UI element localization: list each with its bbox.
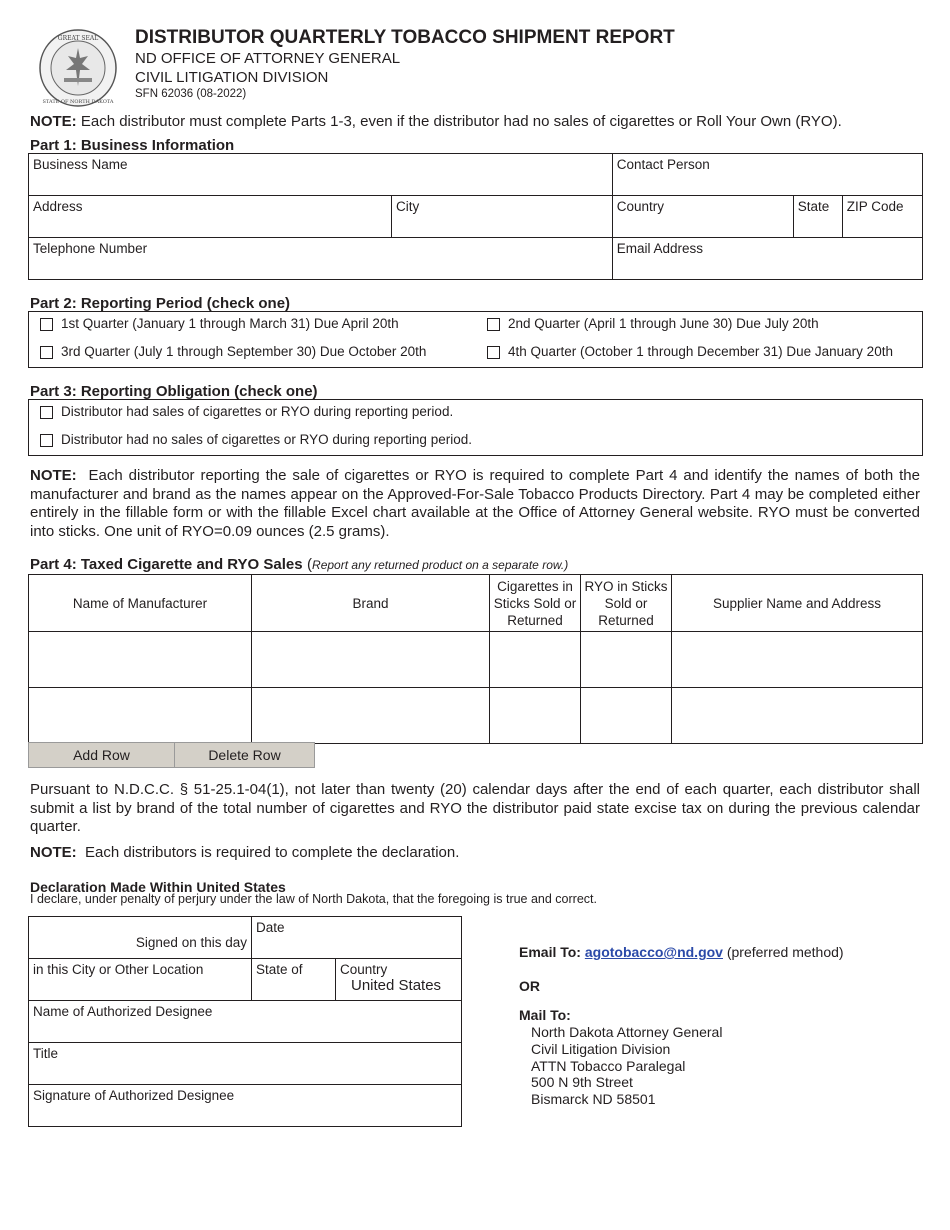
email-to-line <box>519 944 844 960</box>
mail-to-label: Mail To: <box>519 1007 571 1023</box>
or-label: OR <box>519 978 540 994</box>
cigarettes-cell[interactable] <box>490 632 581 688</box>
city-location-field[interactable] <box>29 959 252 1001</box>
address-line: ATTN Tobacco Paralegal <box>531 1057 686 1074</box>
q4-label: 4th Quarter (October 1 through December 31) Due January 20th <box>508 344 893 359</box>
state-of-label: State of <box>256 962 303 977</box>
statute-text: Pursuant to N.D.C.C. § 51-25.1-04(1), not later than twenty (20) calendar days after the end of each quarter, each distributor shall submit a list by brand of the total number of cigarettes and RYO the distributor paid state excise tax on during the previous calendar quarter. <box>30 781 920 835</box>
note-3 <box>30 844 459 861</box>
contact-person-field[interactable] <box>612 154 922 196</box>
q1-checkbox[interactable] <box>40 318 53 331</box>
q2-checkbox[interactable] <box>487 318 500 331</box>
email-link[interactable]: agotobacco@nd.gov <box>584 944 723 960</box>
email-field[interactable] <box>612 238 922 280</box>
address-line: North Dakota Attorney General <box>531 1024 723 1040</box>
telephone-label: Telephone Number <box>33 241 148 256</box>
email-to-label: Email To: <box>519 944 581 960</box>
manufacturer-cell[interactable] <box>29 688 252 744</box>
svg-text:GREAT SEAL: GREAT SEAL <box>57 35 99 42</box>
had-sales-label: Distributor had sales of cigarettes or RYO during reporting period. <box>61 404 454 419</box>
q4-checkbox[interactable] <box>487 346 500 359</box>
email-label: Email Address <box>616 241 704 256</box>
address-line: Bismarck ND 58501 <box>531 1091 656 1108</box>
no-sales-checkbox[interactable] <box>40 434 53 447</box>
state-of-field[interactable] <box>252 959 336 1001</box>
declaration-country-field[interactable] <box>336 959 462 1001</box>
note-label: NOTE: <box>30 113 77 130</box>
business-name-field[interactable] <box>29 154 613 196</box>
declaration-heading: Declaration Made Within United States <box>30 879 286 895</box>
cigarettes-cell[interactable] <box>490 688 581 744</box>
part4-heading: Part 4: Taxed Cigarette and RYO Sales <box>30 556 303 573</box>
zip-field[interactable] <box>842 196 922 238</box>
no-sales-label: Distributor had no sales of cigarettes or RYO during reporting period. <box>61 432 472 447</box>
signature-label: Signature of Authorized Designee <box>33 1088 235 1103</box>
svg-text:STATE OF NORTH DAKOTA: STATE OF NORTH DAKOTA <box>42 99 114 105</box>
part4-heading-line <box>30 556 568 574</box>
part4-subnote: Report any returned product on a separate row.) <box>312 558 569 572</box>
designee-name-label: Name of Authorized Designee <box>33 1004 213 1019</box>
contact-person-label: Contact Person <box>616 157 710 172</box>
form-number: SFN 62036 (08-2022) <box>135 88 247 100</box>
signature-field[interactable] <box>29 1085 462 1127</box>
col-manufacturer: Name of Manufacturer <box>29 575 252 632</box>
ryo-cell[interactable] <box>581 632 672 688</box>
mail-address <box>531 1024 722 1108</box>
office-name: ND OFFICE OF ATTORNEY GENERAL <box>135 50 401 67</box>
state-field[interactable] <box>793 196 842 238</box>
declaration-text: I declare, under penalty of perjury under the law of North Dakota, that the foregoing is true and correct. <box>30 892 597 906</box>
state-label: State <box>797 199 830 214</box>
add-row-button[interactable]: Add Row <box>28 742 175 768</box>
date-label: Date <box>256 920 285 935</box>
col-supplier: Supplier Name and Address <box>672 575 923 632</box>
note-2 <box>30 467 920 541</box>
brand-cell[interactable] <box>252 632 490 688</box>
part3-heading: Part 3: Reporting Obligation (check one) <box>30 383 318 400</box>
great-seal-logo <box>34 28 122 108</box>
table-row <box>29 632 923 688</box>
address-label: Address <box>33 199 83 214</box>
sales-table <box>28 574 923 744</box>
declaration-country-value: United States <box>351 977 442 994</box>
q3-checkbox[interactable] <box>40 346 53 359</box>
part1-heading: Part 1: Business Information <box>30 137 235 154</box>
address-line: 500 N 9th Street <box>531 1074 633 1091</box>
business-info-table <box>28 153 923 280</box>
date-field[interactable] <box>252 917 462 959</box>
city-location-label: in this City or Other Location <box>33 962 204 977</box>
telephone-field[interactable] <box>29 238 613 280</box>
note-label: NOTE: <box>30 844 77 861</box>
note-1 <box>30 113 842 130</box>
business-name-label: Business Name <box>33 157 128 172</box>
form-title: DISTRIBUTOR QUARTERLY TOBACCO SHIPMENT REPORT <box>135 27 675 48</box>
q3-label: 3rd Quarter (July 1 through September 30) Due October 20th <box>61 344 427 359</box>
supplier-cell[interactable] <box>672 632 923 688</box>
table-row <box>29 688 923 744</box>
col-cigarettes: Cigarettes in Sticks Sold or Returned <box>490 575 581 632</box>
signed-on-label: Signed on this day <box>29 917 252 959</box>
q2-label: 2nd Quarter (April 1 through June 30) Due July 20th <box>508 316 819 331</box>
title-label: Title <box>33 1046 59 1061</box>
ryo-cell[interactable] <box>581 688 672 744</box>
declaration-table <box>28 916 462 1127</box>
designee-name-field[interactable] <box>29 1001 462 1043</box>
note-text: Each distributor must complete Parts 1-3, even if the distributor had no sales of cigarettes or Roll Your Own (RYO). <box>80 113 842 130</box>
had-sales-checkbox[interactable] <box>40 406 53 419</box>
city-label: City <box>396 199 420 214</box>
delete-row-button[interactable]: Delete Row <box>174 742 315 768</box>
email-note: (preferred method) <box>726 944 844 960</box>
note-text: Each distributor reporting the sale of cigarettes or RYO is required to complete Part 4 and identify the names of both the manufacturer and brand as the names appear on the Approved-For-Sale Tobacco Products Directory. Part 4 may be completed either entirely in the fillable form or with the fillable Excel chart available at the Office of Attorney General website. RYO must be converted into sticks. One unit of RYO=0.09 ounces (2.5 grams). <box>30 467 920 540</box>
part4-paren: ( <box>307 556 313 573</box>
brand-cell[interactable] <box>252 688 490 744</box>
q1-label: 1st Quarter (January 1 through March 31) Due April 20th <box>61 316 399 331</box>
col-brand: Brand <box>252 575 490 632</box>
address-field[interactable] <box>29 196 392 238</box>
title-field[interactable] <box>29 1043 462 1085</box>
note-label: NOTE: <box>30 467 77 484</box>
country-field[interactable] <box>612 196 793 238</box>
declaration-country-label: Country <box>340 962 388 977</box>
zip-label: ZIP Code <box>846 199 904 214</box>
supplier-cell[interactable] <box>672 688 923 744</box>
note-text: Each distributors is required to complete the declaration. <box>85 844 460 861</box>
country-label: Country <box>616 199 665 214</box>
city-field[interactable] <box>392 196 613 238</box>
manufacturer-cell[interactable] <box>29 632 252 688</box>
part2-heading: Part 2: Reporting Period (check one) <box>30 295 291 312</box>
division-name: CIVIL LITIGATION DIVISION <box>135 69 329 86</box>
address-line: Civil Litigation Division <box>531 1040 671 1057</box>
col-ryo: RYO in Sticks Sold or Returned <box>581 575 672 632</box>
